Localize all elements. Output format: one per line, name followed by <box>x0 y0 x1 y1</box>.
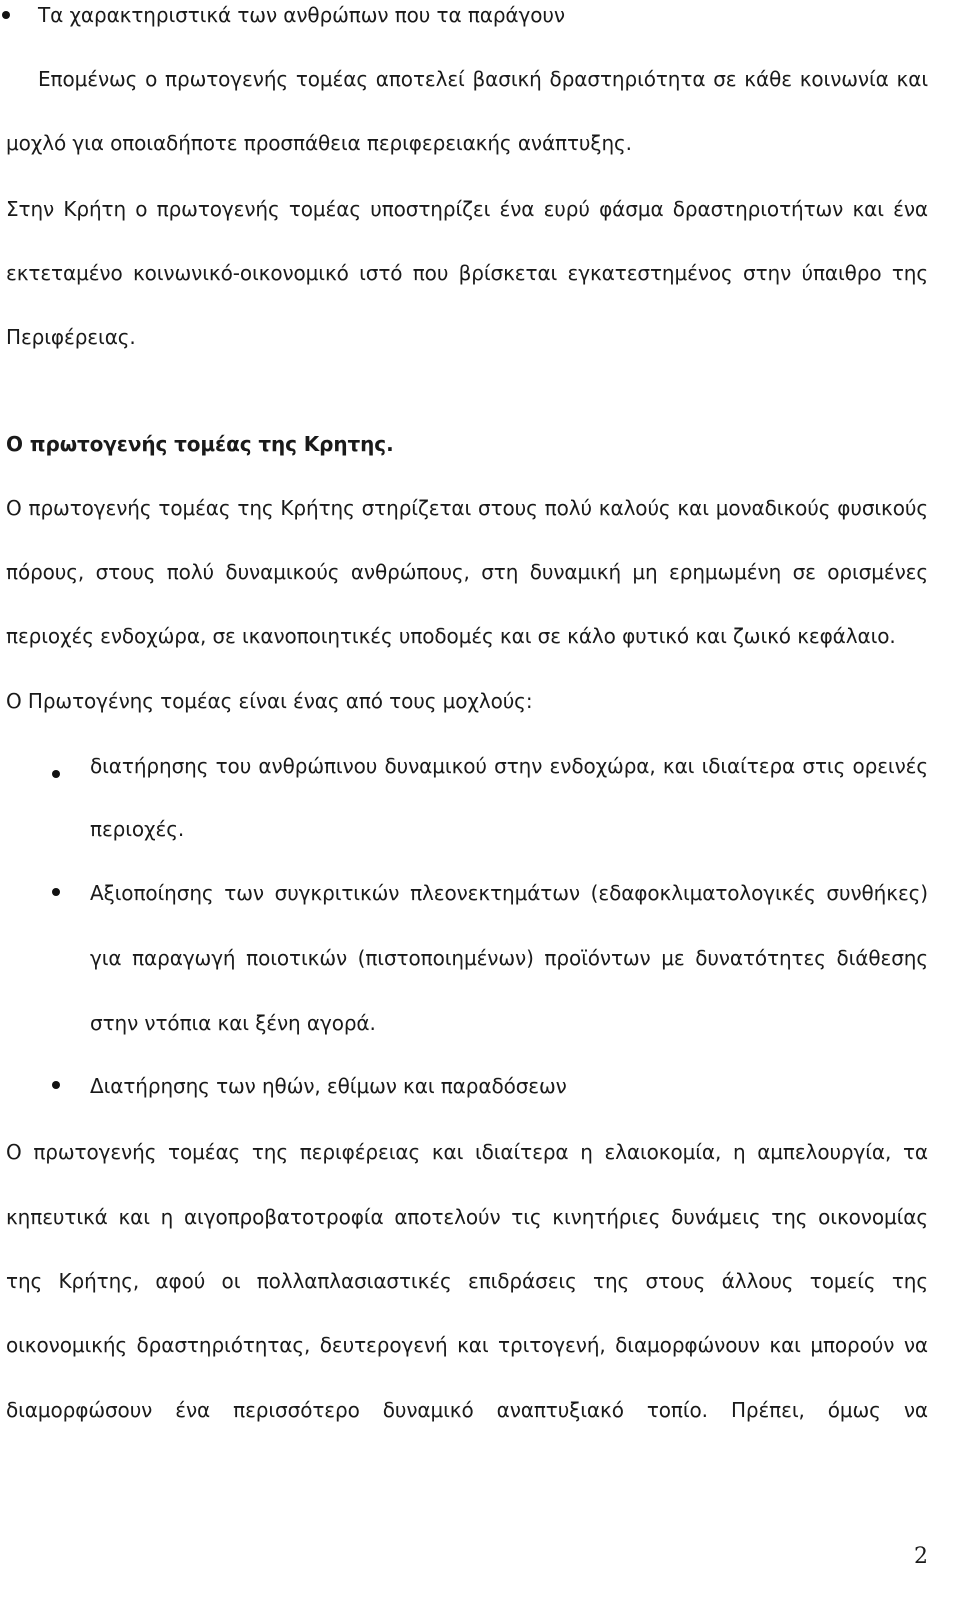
paragraph-line: Ο πρωτογενής τομέας της περιφέρειας και ιδιαίτερα η ελαιοκομία, η αμπελουργία, τα <box>6 1140 928 1164</box>
bullet-dot <box>52 1081 60 1089</box>
paragraph-line: Ο Πρωτογένης τομέας είναι ένας από τους μοχλούς: <box>6 689 533 713</box>
bullet-dot <box>52 770 60 778</box>
paragraph-line: της Κρήτης, αφού οι πολλαπλασιαστικές επιδράσεις της στους άλλους τομείς της <box>6 1269 928 1293</box>
paragraph-line: διαμορφώσουν ένα περισσότερο δυναμικό αναπτυξιακό τοπίο. Πρέπει, όμως να <box>6 1398 928 1422</box>
bullet-dot <box>2 11 10 19</box>
bullet-item-2-cont: περιοχές. <box>90 817 185 841</box>
paragraph-line: Επομένως ο πρωτογενής τομέας αποτελεί βασική δραστηριότητα σε κάθε κοινωνία και <box>38 67 928 91</box>
section-heading: Ο πρωτογενής τομέας της Κρητης. <box>6 432 394 456</box>
bullet-item-3-cont: στην ντόπια και ξένη αγορά. <box>90 1011 376 1035</box>
bullet-dot <box>52 888 60 896</box>
bullet-item-2: διατήρησης του ανθρώπινου δυναμικού στην ενδοχώρα, και ιδιαίτερα στις ορεινές <box>90 754 928 778</box>
paragraph-line: Στην Κρήτη ο πρωτογενής τομέας υποστηρίζει ένα ευρύ φάσμα δραστηριοτήτων και ένα <box>6 197 928 221</box>
bullet-item-3: Αξιοποίησης των συγκριτικών πλεονεκτημάτων (εδαφοκλιματολογικές συνθήκες) <box>90 881 928 905</box>
bullet-item-1: Τα χαρακτηριστικά των ανθρώπων που τα παράγουν <box>38 3 565 27</box>
paragraph-line: οικονομικής δραστηριότητας, δευτερογενή και τριτογενή, διαμορφώνουν και μπορούν να <box>6 1333 928 1357</box>
page-number: 2 <box>914 1544 928 1569</box>
paragraph-line: Περιφέρειας. <box>6 325 136 349</box>
paragraph-line: μοχλό για οποιαδήποτε προσπάθεια περιφερειακής ανάπτυξης. <box>6 131 632 155</box>
bullet-item-4: Διατήρησης των ηθών, εθίμων και παραδόσεων <box>90 1074 567 1098</box>
paragraph-line: εκτεταμένο κοινωνικό-οικονομικό ιστό που βρίσκεται εγκατεστημένος στην ύπαιθρο της <box>6 261 928 285</box>
bullet-item-3-cont: για παραγωγή ποιοτικών (πιστοποιημένων) προϊόντων με δυνατότητες διάθεσης <box>90 946 928 970</box>
paragraph-line: κηπευτικά και η αιγοπροβατοτροφία αποτελούν τις κινητήριες δυνάμεις της οικονομίας <box>6 1205 928 1229</box>
paragraph-line: πόρους, στους πολύ δυναμικούς ανθρώπους, στη δυναμική μη ερημωμένη σε ορισμένες <box>6 560 928 584</box>
paragraph-line: Ο πρωτογενής τομέας της Κρήτης στηρίζεται στους πολύ καλούς και μοναδικούς φυσικούς <box>6 496 928 520</box>
paragraph-line: περιοχές ενδοχώρα, σε ικανοποιητικές υποδομές και σε κάλο φυτικό και ζωικό κεφάλαιο. <box>6 624 896 648</box>
